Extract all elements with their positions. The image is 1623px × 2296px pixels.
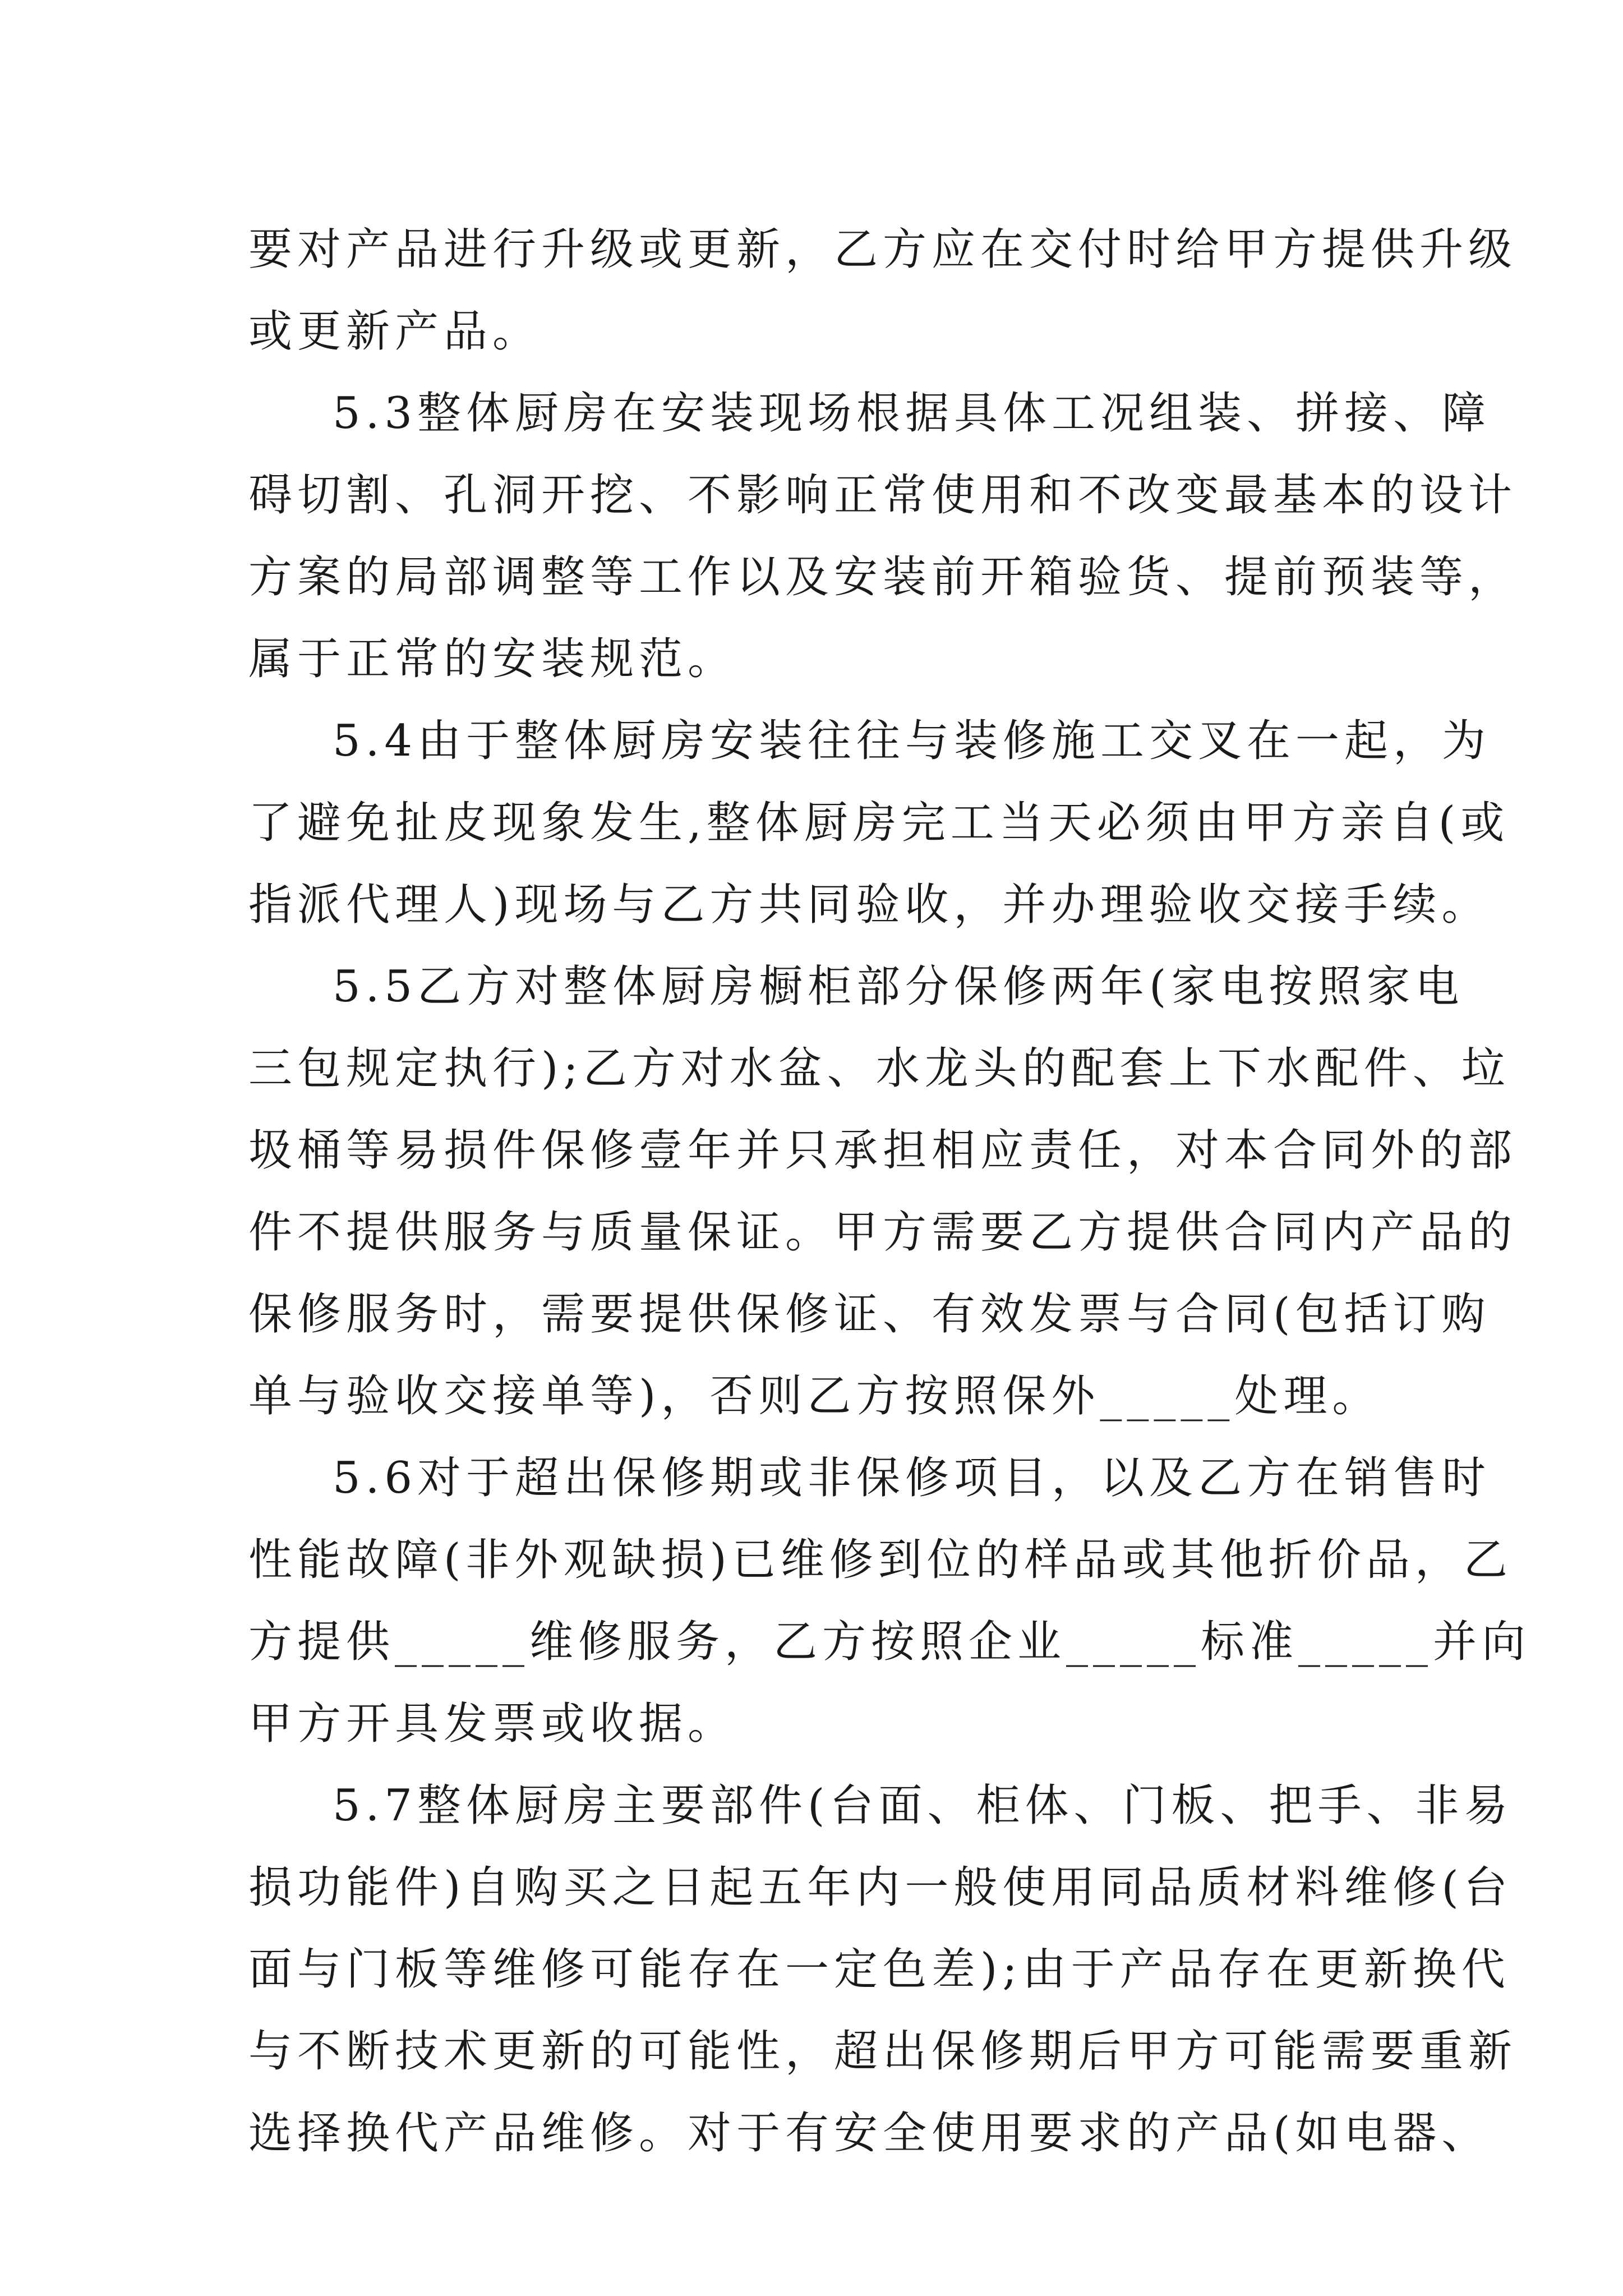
text-line: 了避免扯皮现象发生,整体厨房完工当天必须由甲方亲自(或 [248, 798, 1510, 848]
text-line: 方案的局部调整等工作以及安装前开箱验货、提前预装等， [248, 552, 1518, 602]
text-line: 件不提供服务与质量保证。甲方需要乙方提供合同内产品的 [248, 1207, 1518, 1258]
text-line: 损功能件)自购买之日起五年内一般使用同品质材料维修(台 [248, 1862, 1513, 1913]
text-line: 面与门板等维修可能存在一定色差);由于产品存在更新换代 [248, 1944, 1510, 1995]
clause-5-5-first-line: 5.5乙方对整体厨房橱柜部分保修两年(家电按照家电 [333, 961, 1464, 1012]
text-line: 圾桶等易损件保修壹年并只承担相应责任，对本合同外的部 [248, 1125, 1518, 1176]
text-line: 保修服务时，需要提供保修证、有效发票与合同(包括订购 [248, 1289, 1491, 1340]
clause-5-7-first-line: 5.7整体厨房主要部件(台面、柜体、门板、把手、非易 [333, 1780, 1513, 1831]
text-line: 选择换代产品维修。对于有安全使用要求的产品(如电器、 [248, 2108, 1491, 2159]
text-line: 与不断技术更新的可能性，超出保修期后甲方可能需要重新 [248, 2026, 1518, 2077]
clause-5-6-first-line: 5.6对于超出保修期或非保修项目，以及乙方在销售时 [333, 1453, 1491, 1503]
text-line: 或更新产品。 [248, 306, 542, 357]
text-line: 三包规定执行);乙方对水盆、水龙头的配套上下水配件、垃 [248, 1043, 1510, 1094]
text-line: 方提供_____维修服务，乙方按照企业_____标准_____并向 [248, 1617, 1531, 1667]
text-line: 甲方开具发票或收据。 [248, 1699, 737, 1749]
text-line: 属于正常的安装规范。 [248, 634, 737, 684]
document-body [248, 209, 1531, 2174]
clause-5-4-first-line: 5.4由于整体厨房安装往往与装修施工交叉在一起，为 [333, 716, 1491, 766]
text-line: 要对产品进行升级或更新，乙方应在交付时给甲方提供升级 [248, 224, 1518, 275]
text-line: 碍切割、孔洞开挖、不影响正常使用和不改变最基本的设计 [248, 470, 1518, 521]
text-line: 单与验收交接单等)，否则乙方按照保外_____处理。 [248, 1371, 1381, 1421]
text-line: 性能故障(非外观缺损)已维修到位的样品或其他折价品，乙 [248, 1535, 1513, 1585]
text-line: 指派代理人)现场与乙方共同验收，并办理验收交接手续。 [248, 880, 1491, 930]
clause-5-3-first-line: 5.3整体厨房在安装现场根据具体工况组装、拼接、障 [333, 388, 1491, 439]
